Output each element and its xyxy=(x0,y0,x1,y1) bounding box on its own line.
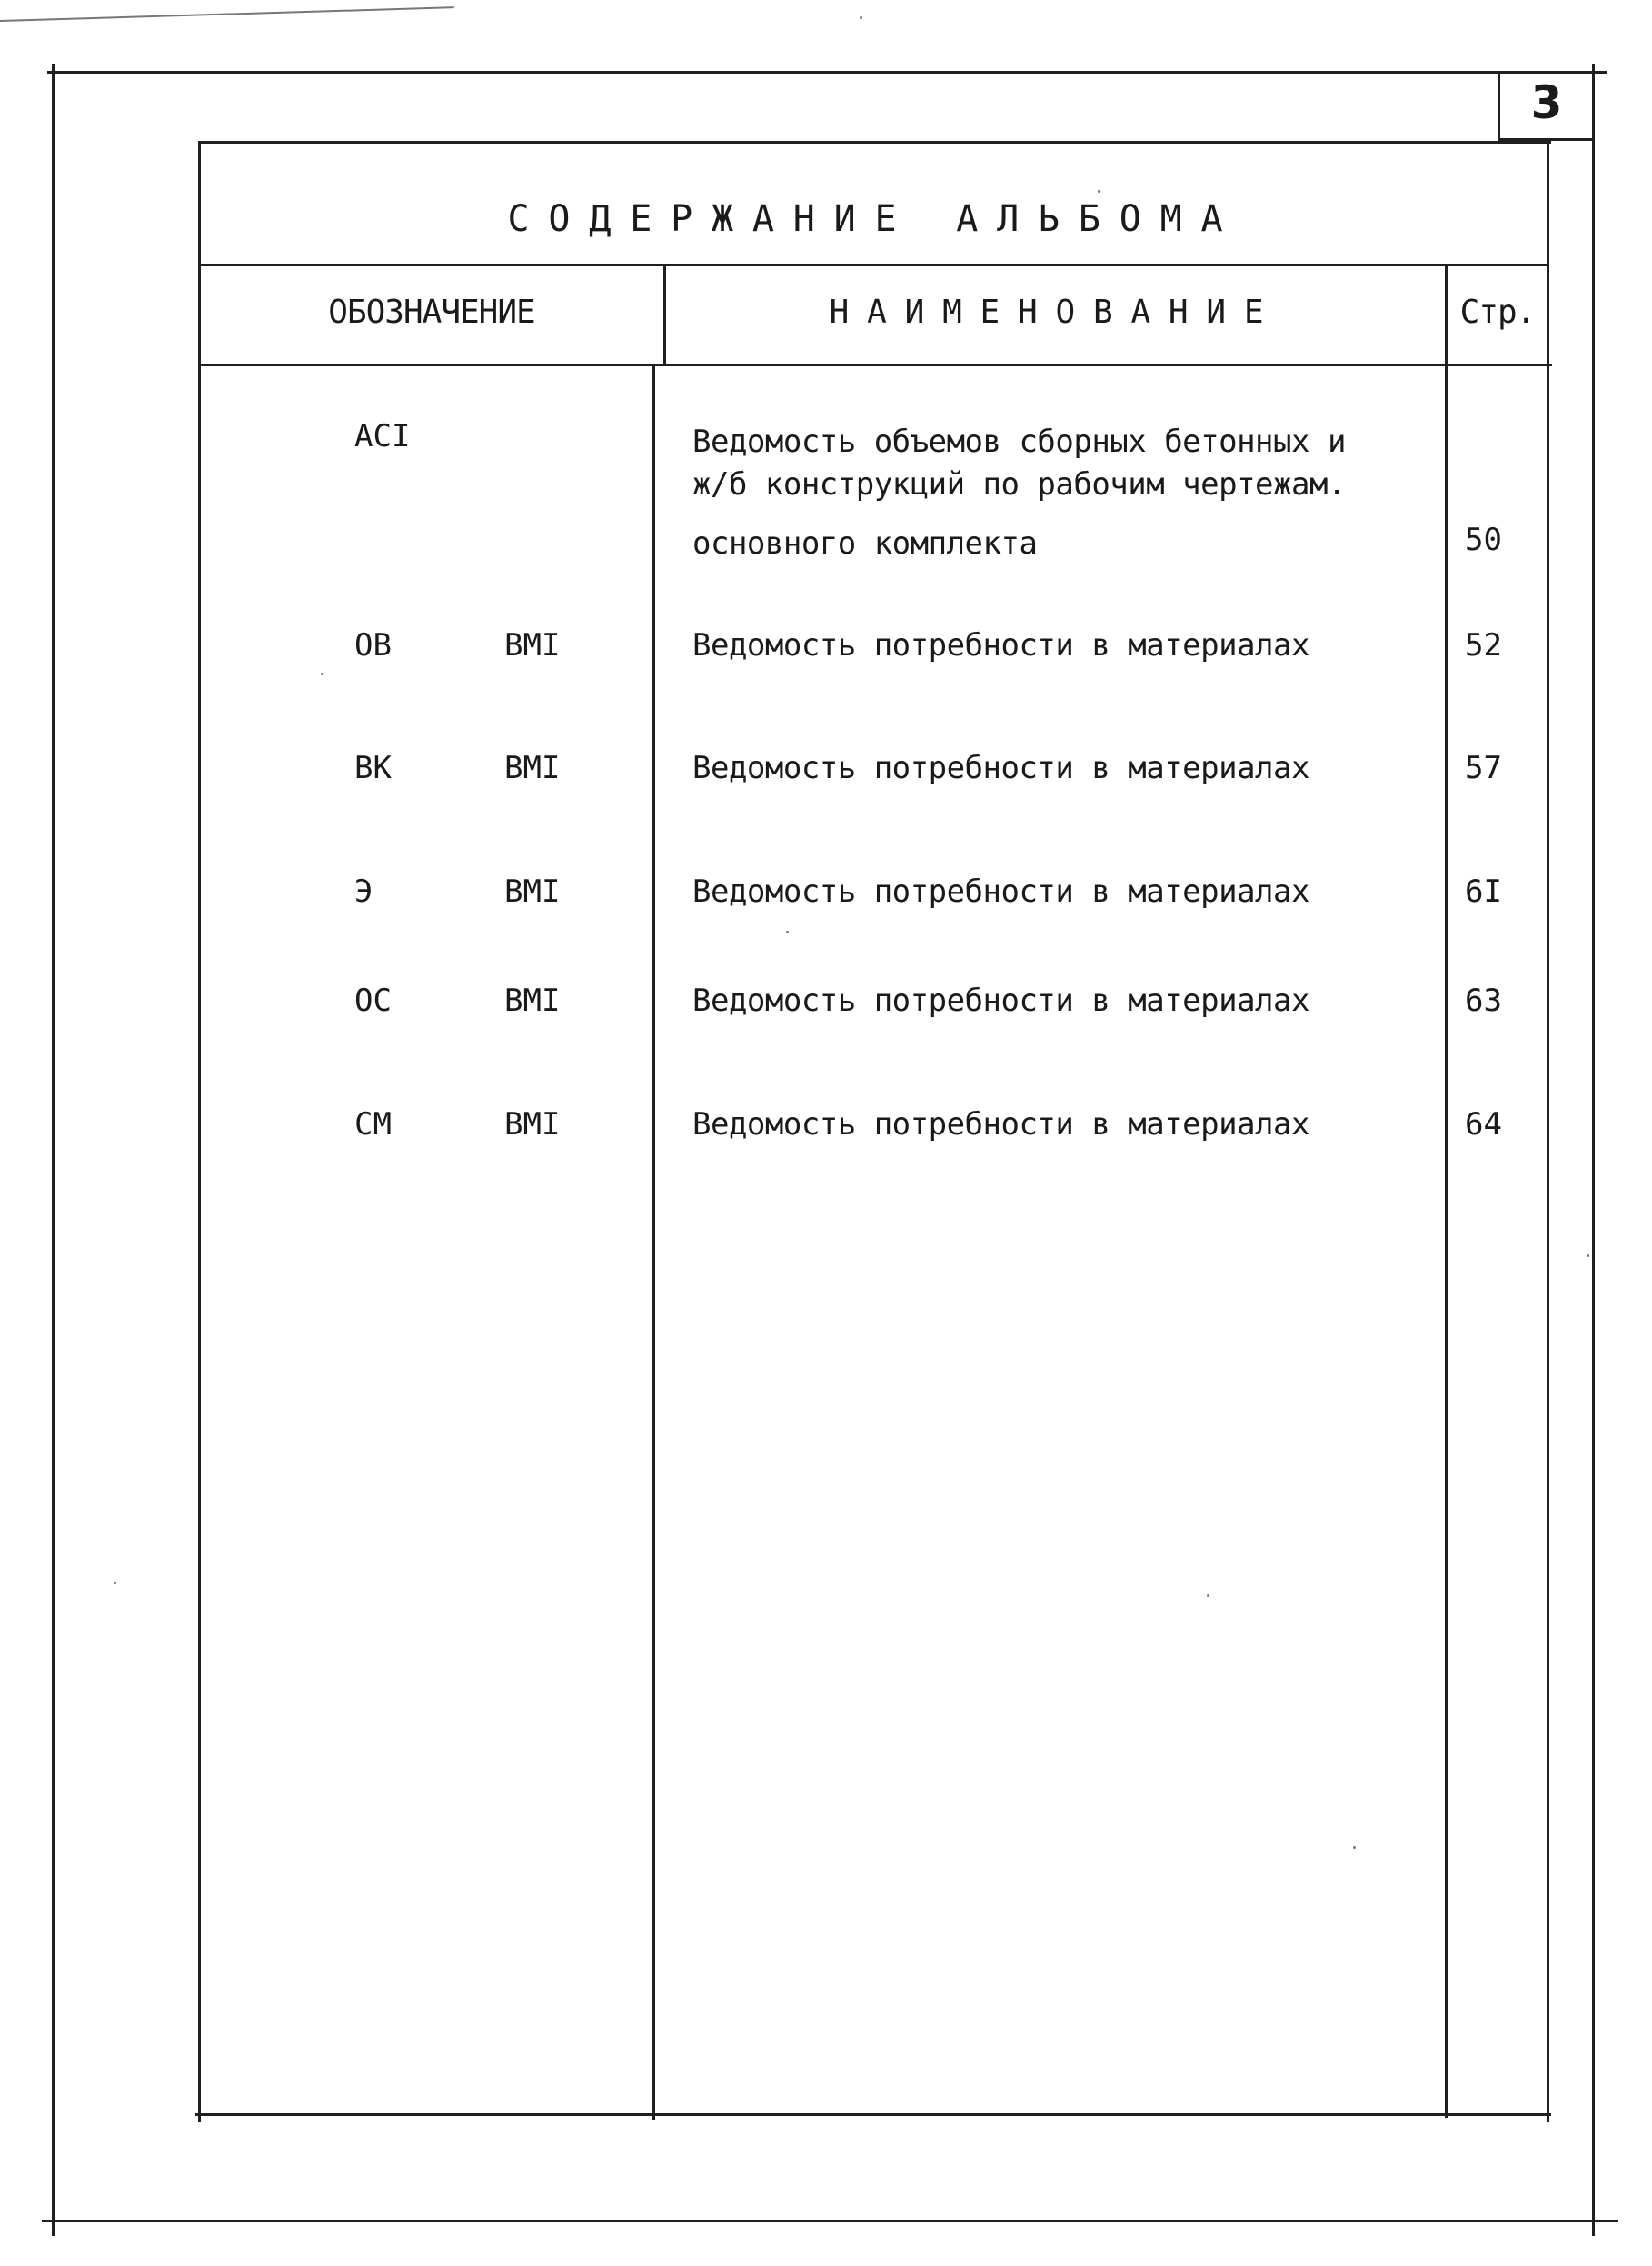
scan-speck xyxy=(1353,1846,1356,1849)
album-contents-title: СОДЕРЖАНИЕ АЛЬБОМА xyxy=(507,198,1242,240)
scan-speck xyxy=(1207,1594,1209,1597)
contents-table-top xyxy=(200,141,1551,144)
document-name-line-1: Ведомость объемов сборных бетонных и xyxy=(692,424,1346,460)
document-name-line-3: основного комплекта xyxy=(692,525,1038,562)
document-page: 63 xyxy=(1465,983,1502,1019)
drawing-frame-left xyxy=(52,64,55,2236)
drawing-frame-top xyxy=(47,71,1607,74)
document-page: 57 xyxy=(1465,750,1502,786)
document-name-block xyxy=(692,421,1346,565)
document-code: АСI xyxy=(354,418,411,454)
sheet-code: ВМI xyxy=(504,983,561,1019)
document-name: Ведомость потребности в материалах xyxy=(692,983,1309,1019)
contents-table-bottom xyxy=(195,2113,1551,2116)
page-number-box-left xyxy=(1498,71,1500,141)
page-column-header: Стр. xyxy=(1459,294,1536,331)
contents-table-right xyxy=(1547,141,1549,2122)
scan-speck xyxy=(786,931,789,933)
designation-column-separator xyxy=(652,365,655,2120)
drawing-frame-bottom xyxy=(42,2220,1618,2222)
scan-speck xyxy=(1587,1254,1589,1257)
contents-table-left xyxy=(198,141,201,2122)
document-page: 6I xyxy=(1465,873,1502,910)
page-column-separator xyxy=(1445,264,1448,2118)
page-number: 3 xyxy=(1530,76,1563,129)
sheet-code: ВМI xyxy=(504,873,561,910)
name-column-header: НАИМЕНОВАНИЕ xyxy=(829,294,1282,331)
sheet-code: ВМI xyxy=(504,627,561,664)
document-name: Ведомость потребности в материалах xyxy=(692,873,1309,910)
designation-column-header: ОБОЗНАЧЕНИЕ xyxy=(328,294,535,331)
document-page: 52 xyxy=(1465,627,1502,664)
document-name: Ведомость потребности в материалах xyxy=(692,750,1309,786)
document-code: ВК xyxy=(354,750,392,786)
drawing-frame-right xyxy=(1592,64,1595,2236)
scan-speck xyxy=(860,16,862,19)
document-name: Ведомость потребности в материалах xyxy=(692,1106,1309,1143)
document-page: 50 xyxy=(1465,522,1502,558)
title-separator xyxy=(200,264,1549,266)
scan-corner-rule xyxy=(0,6,454,22)
document-code: СМ xyxy=(354,1106,392,1143)
sheet-code: ВМI xyxy=(504,750,561,786)
document-code: ОВ xyxy=(354,627,392,664)
scan-speck xyxy=(1098,190,1100,193)
document-code: Э xyxy=(354,873,373,910)
document-name: Ведомость потребности в материалах xyxy=(692,627,1309,664)
header-separator xyxy=(198,364,1552,366)
scan-speck xyxy=(114,1582,116,1584)
scan-speck xyxy=(321,673,323,675)
document-page: 64 xyxy=(1465,1106,1502,1143)
document-code: ОС xyxy=(354,983,392,1019)
document-name-line-2: ж/б конструкций по рабочим чертежам. xyxy=(692,466,1346,503)
sheet-code: ВМI xyxy=(504,1106,561,1143)
